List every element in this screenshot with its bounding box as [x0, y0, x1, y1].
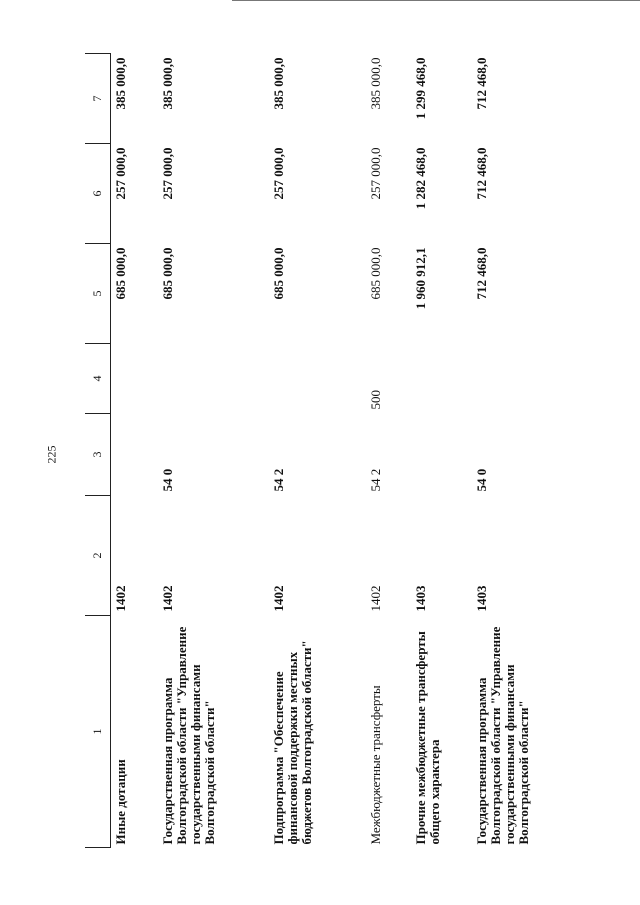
header-col-6: 6 [85, 144, 111, 244]
expense-type-code [158, 344, 269, 414]
row-name: Прочие межбюджетные трансферты общего характера [413, 631, 442, 845]
section-code: 1403 [474, 585, 489, 612]
table-row [269, 54, 366, 848]
amount-col-6: 1 282 468,0 [413, 147, 428, 210]
amount-col-7: 385 000,0 [368, 57, 383, 110]
amount-col-5: 685 000,0 [113, 247, 128, 300]
amount-col-7: 385 000,0 [113, 57, 128, 110]
page-number: 225 [44, 445, 59, 464]
program-code [111, 414, 159, 496]
amount-col-7: 385 000,0 [271, 57, 286, 110]
amount-col-5: 712 468,0 [474, 247, 489, 300]
expense-type-code [472, 344, 575, 414]
section-code: 1403 [413, 585, 428, 612]
amount-col-7: 712 468,0 [474, 57, 489, 110]
section-code: 1402 [160, 585, 175, 612]
row-name: Государственная программа Волгоградской области "Управление государственными финансами Волгоградской области" [474, 626, 531, 845]
row-name: Межбюджетные трансферты [368, 685, 383, 845]
row-name: Подпрограмма "Обеспечение финансовой поддержки местных бюджетов Волгоградской области" [271, 640, 314, 845]
header-row [85, 54, 111, 848]
amount-col-5: 685 000,0 [160, 247, 175, 300]
amount-col-7: 385 000,0 [160, 57, 175, 110]
header-col-1: 1 [85, 616, 111, 848]
amount-col-5: 685 000,0 [368, 247, 383, 300]
program-code: 54 0 [160, 468, 175, 492]
expense-type-code: 500 [368, 390, 383, 410]
budget-table [85, 53, 575, 848]
header-col-5: 5 [85, 244, 111, 344]
program-code: 54 2 [368, 468, 383, 492]
table-row [111, 54, 159, 848]
section-code: 1402 [271, 585, 286, 612]
table-row [158, 54, 269, 848]
amount-col-6: 257 000,0 [113, 147, 128, 200]
expense-type-code [111, 344, 159, 414]
header-col-2: 2 [85, 496, 111, 616]
section-code: 1402 [113, 585, 128, 612]
amount-col-7: 1 299 468,0 [413, 57, 428, 120]
program-code: 54 2 [271, 468, 286, 492]
top-rule [232, 0, 640, 1]
header-col-3: 3 [85, 414, 111, 496]
amount-col-6: 257 000,0 [160, 147, 175, 200]
rotated-table-wrapper [85, 54, 615, 848]
section-code: 1402 [368, 585, 383, 612]
amount-col-6: 712 468,0 [474, 147, 489, 200]
amount-col-6: 257 000,0 [271, 147, 286, 200]
row-name: Иные дотации [113, 759, 128, 845]
amount-col-5: 1 960 912,1 [413, 247, 428, 310]
table-row [411, 54, 472, 848]
table-row [472, 54, 575, 848]
header-col-7: 7 [85, 54, 111, 144]
table-row [366, 54, 411, 848]
amount-col-5: 685 000,0 [271, 247, 286, 300]
program-code [411, 414, 472, 496]
program-code: 54 0 [474, 468, 489, 492]
header-col-4: 4 [85, 344, 111, 414]
row-name: Государственная программа Волгоградской области "Управление государственными финансами Волгоградской области" [160, 626, 217, 845]
amount-col-6: 257 000,0 [368, 147, 383, 200]
expense-type-code [269, 344, 366, 414]
expense-type-code [411, 344, 472, 414]
